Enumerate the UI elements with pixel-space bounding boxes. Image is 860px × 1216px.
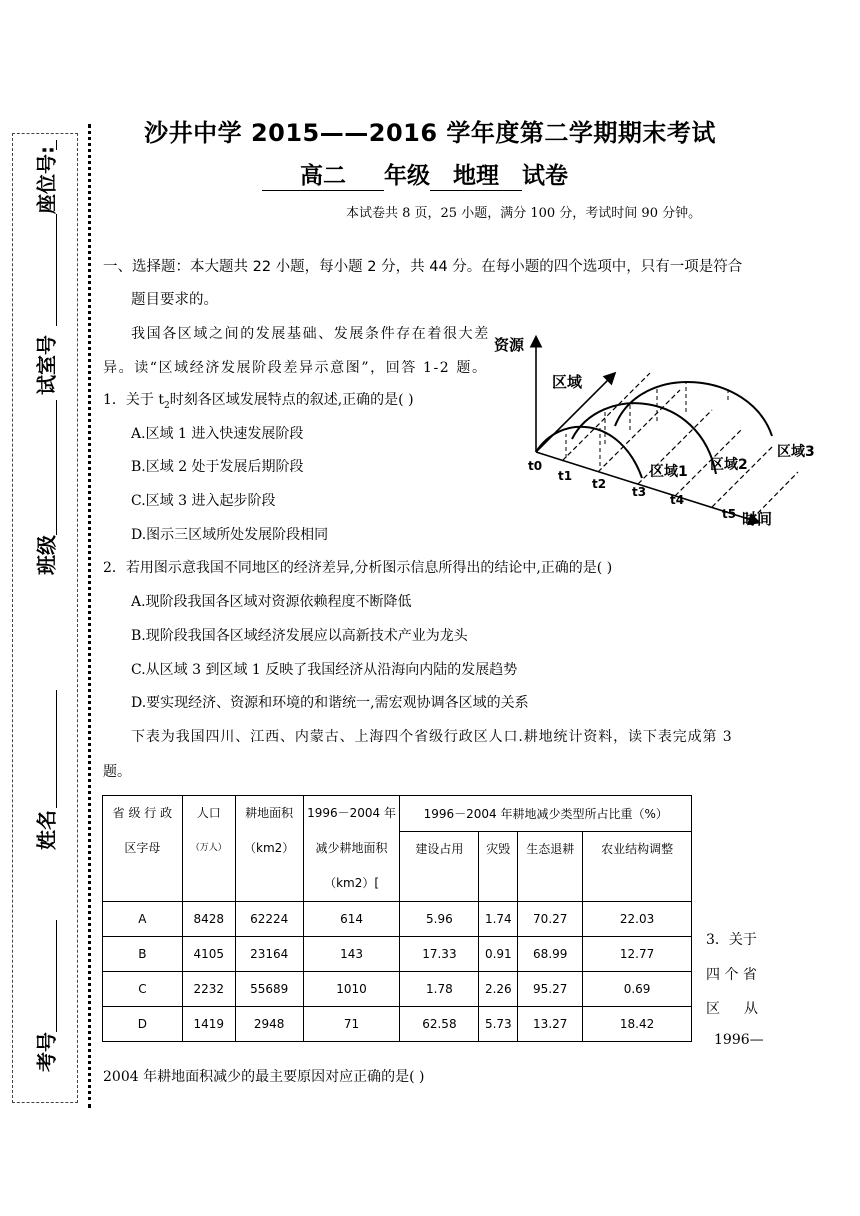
header-ratio: 1996－2004 年耕地减少类型所占比重（%）: [400, 796, 692, 832]
q2-option-b: B.现阶段我国各区域经济发展应以高新技术产业为龙头: [131, 628, 468, 644]
table-cell: 8428: [182, 902, 235, 937]
table-cell: 62.58: [400, 1007, 479, 1042]
paper-info: 本试卷共 8 页，25 小题，满分 100 分，考试时间 90 分钟。: [346, 206, 702, 221]
cut-line: [88, 124, 91, 1108]
table-row: [103, 902, 692, 937]
tick-t5: t5: [722, 507, 737, 521]
origin-label: t0: [528, 459, 543, 473]
paper-subtitle: [262, 157, 568, 191]
table-cell: 1.78: [400, 972, 479, 1007]
table-cell: 4105: [182, 937, 235, 972]
table-header-row-1: [103, 796, 692, 832]
y-axis-label: 资源: [494, 336, 525, 354]
region-1-label: 区域1: [650, 464, 688, 480]
header-construction: 建设占用: [400, 832, 479, 902]
q2-option-d: D.要实现经济、资源和环境的和谐统一,需宏观协调各区域的关系: [131, 695, 529, 711]
table-cell: 2.26: [479, 972, 518, 1007]
class-blank: [56, 690, 57, 808]
q3-side-line-3a: 区: [706, 1001, 720, 1017]
table-row: [103, 1007, 692, 1042]
exam-number-label: 考号: [34, 1032, 59, 1072]
table-cell: 68.99: [518, 937, 583, 972]
q1-option-d: D.图示三区域所处发展阶段相同: [131, 527, 329, 543]
question-1-stem: 1．关于 $t_2$时刻各区域发展特点的叙述,正确的是( ): [103, 392, 414, 411]
table-cell: D: [103, 1007, 183, 1042]
header-agri-adjust: 农业结构调整: [583, 832, 692, 902]
table-cell: 71: [303, 1007, 400, 1042]
q1-option-a: A.区域 1 进入快速发展阶段: [131, 426, 304, 442]
table-cell: B: [103, 937, 183, 972]
binding-box: [12, 133, 78, 1103]
name-label: 姓名: [34, 810, 59, 850]
table-cell: 70.27: [518, 902, 583, 937]
table-cell: 62224: [235, 902, 303, 937]
q1-option-b: B.区域 2 处于发展后期阶段: [131, 459, 304, 475]
table-cell: 18.42: [583, 1007, 692, 1042]
tick-t3: t3: [632, 485, 647, 499]
table-row: [103, 972, 692, 1007]
grade-suffix: 年级: [384, 163, 430, 189]
table-cell: 22.03: [583, 902, 692, 937]
q3-side-line-2: 四 个 省: [706, 967, 757, 983]
table-cell: 1419: [182, 1007, 235, 1042]
table-cell: 5.73: [479, 1007, 518, 1042]
table-cell: 1010: [303, 972, 400, 1007]
table-cell: 23164: [235, 937, 303, 972]
table-intro: 下表为我国四川、江西、内蒙古、上海四个省级行政区人口.耕地统计资料，读下表完成第 3: [131, 729, 733, 745]
table-cell: A: [103, 902, 183, 937]
tick-t4: t4: [670, 493, 685, 507]
table-cell: 143: [303, 937, 400, 972]
section-heading-cont: 题目要求的。: [131, 292, 218, 308]
table-cell: 95.27: [518, 972, 583, 1007]
room-label: 试室号: [34, 335, 59, 395]
table-cell: 2948: [235, 1007, 303, 1042]
intro-paragraph: 我国各区域之间的发展基础、发展条件存在着很大差: [131, 326, 490, 342]
room-blank: [56, 400, 57, 535]
question-3-stem: 2004 年耕地面积减少的最主要原因对应正确的是( ): [103, 1069, 425, 1085]
question-2-stem: 2．若用图示意我国不同地区的经济差异,分析图示信息所得出的结论中,正确的是( ): [103, 560, 613, 576]
header-region: 省 级 行 政 区字母: [103, 796, 183, 902]
header-population: 人口 （万人）: [182, 796, 235, 902]
table-cell: 2232: [182, 972, 235, 1007]
vertical-guides: [566, 382, 728, 466]
q3-side-line-3b: 从: [744, 1001, 758, 1017]
table-cell: 12.77: [583, 937, 692, 972]
tick-t2: t2: [592, 477, 607, 491]
region-axis-label: 区域: [552, 373, 583, 391]
intro-paragraph-cont: 异。读“区域经济发展阶段差异示意图”，回答 1-2 题。: [103, 360, 488, 376]
table-cell: 0.91: [479, 937, 518, 972]
table-cell: 5.96: [400, 902, 479, 937]
name-blank: [56, 920, 57, 1032]
section-heading: 一、选择题：本大题共 22 小题，每小题 2 分，共 44 分。在每小题的四个选项中，只有一项是符合: [103, 259, 743, 275]
region-2-curve: [572, 403, 716, 474]
farmland-table: [102, 795, 692, 1042]
table-cell: 17.33: [400, 937, 479, 972]
table-cell: C: [103, 972, 183, 1007]
q2-option-c: C.从区域 3 到区域 1 反映了我国经济从沿海向内陆的发展趋势: [131, 662, 518, 678]
table-cell: 1.74: [479, 902, 518, 937]
header-reduced: 1996－2004 年 减少耕地面积 （km2）[: [303, 796, 400, 902]
table-cell: 0.69: [583, 972, 692, 1007]
paper-suffix: 试卷: [522, 163, 568, 189]
seat-room-blank: [56, 214, 57, 326]
table-cell: 55689: [235, 972, 303, 1007]
table-row: [103, 937, 692, 972]
q2-option-a: A.现阶段我国各区域对资源依赖程度不断降低: [131, 594, 412, 610]
q3-side-line-1: 3．关于: [706, 932, 757, 948]
class-label: 班级: [34, 535, 59, 575]
region-1-curve: [536, 427, 642, 478]
seat-label: 座位号:: [34, 146, 59, 214]
header-disaster: 灾毁: [479, 832, 518, 902]
grade-value: 高二: [262, 157, 384, 191]
tick-t1: t1: [558, 469, 573, 483]
subject-value: 地理: [430, 157, 522, 191]
q3-side-line-4: 1996—: [714, 1032, 764, 1048]
region-3-label: 区域3: [777, 444, 815, 460]
regional-development-diagram: [490, 326, 840, 536]
table-cell: 13.27: [518, 1007, 583, 1042]
q1-option-c: C.区域 3 进入起步阶段: [131, 493, 276, 509]
header-farmland: 耕地面积 （km2）: [235, 796, 303, 902]
x-axis-label: 时间: [742, 510, 773, 528]
table-intro-cont: 题。: [103, 764, 131, 780]
header-eco-return: 生态退耕: [518, 832, 583, 902]
table-cell: 614: [303, 902, 400, 937]
region-2-label: 区域2: [710, 457, 748, 473]
page-title: 沙井中学 2015——2016 学年度第二学期期末考试: [144, 119, 716, 147]
